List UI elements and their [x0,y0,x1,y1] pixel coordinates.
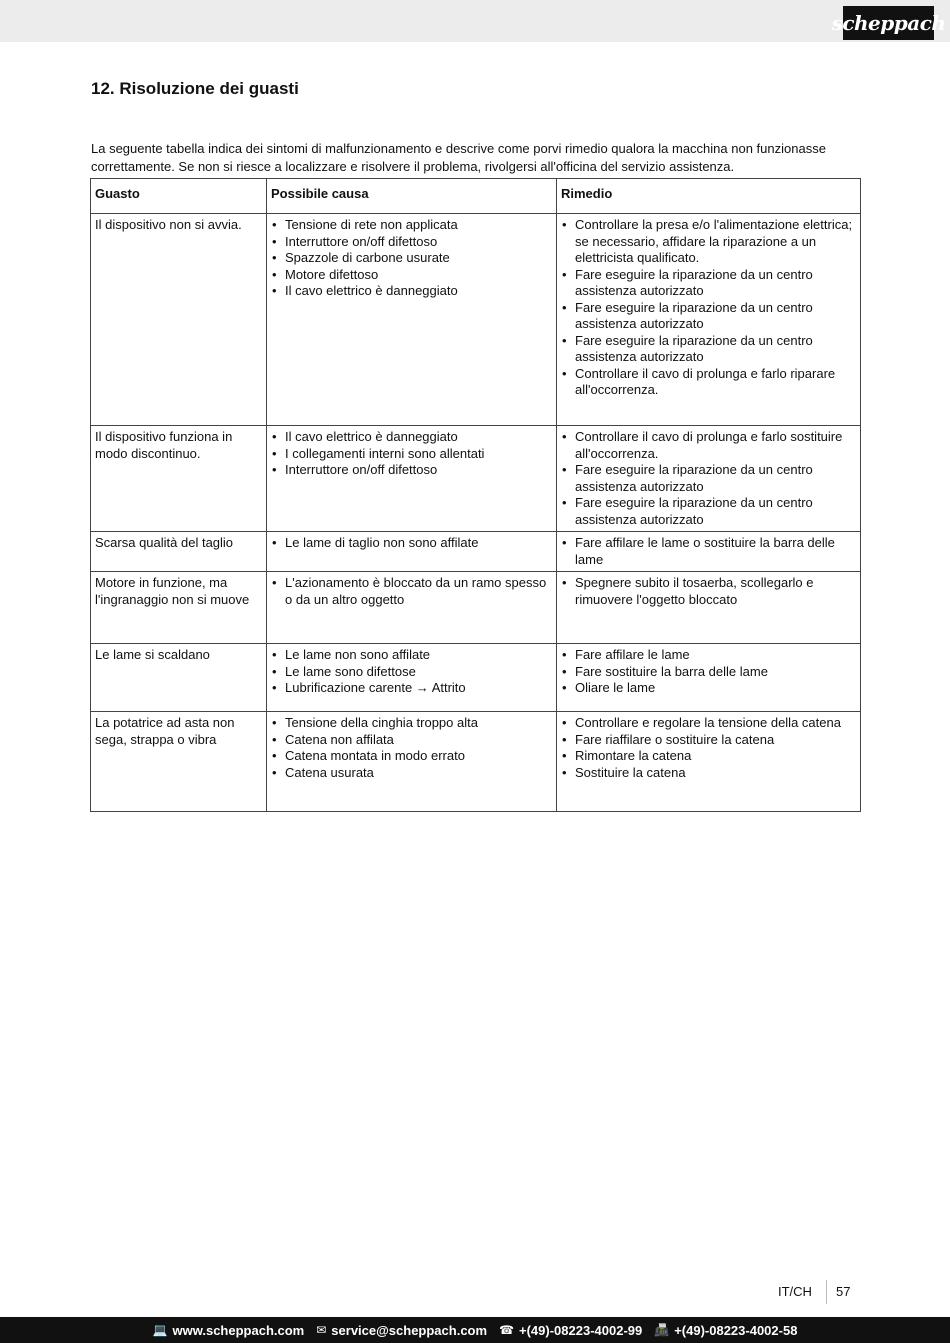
cause-item: • Spazzole di carbone usurate [271,250,552,267]
header-remedy: Rimedio [557,179,861,214]
cause-item: • Il cavo elettrico è danneggiato [271,283,552,300]
table-row [91,712,861,812]
cause-item: • Lubrificazione carente → Attrito [271,680,552,697]
cause-cell [267,712,557,812]
fax-icon: 📠 [654,1323,670,1337]
header-cause: Possibile causa [267,179,557,214]
cause-item: • I collegamenti interni sono allentati [271,446,552,463]
fault-cell: La potatrice ad asta non sega, strappa o vibra [91,712,267,812]
cause-cell [267,644,557,712]
cause-item: • Le lame sono difettose [271,664,552,681]
remedy-item: • Controllare e regolare la tensione della catena [561,715,856,732]
cause-item: • Le lame non sono affilate [271,647,552,664]
cause-item: • Motore difettoso [271,267,552,284]
remedy-item: • Fare affilare le lame o sostituire la barra delle lame [561,535,856,568]
table-row [91,532,861,572]
intro-paragraph: La seguente tabella indica dei sintomi di malfunzionamento e descrive come porvi rimedio qualora la macchina non funzionasse correttamente. Se non si riesce a localizzare e risolvere il problema, rivolgersi all'officina del servizio assistenza. [91,141,826,174]
website-text: www.scheppach.com [172,1322,305,1338]
remedy-list [561,647,856,697]
remedy-item: • Controllare la presa e/o l'alimentazione elettrica; se necessario, affidare la riparazione a un elettricista qualificato. [561,217,856,267]
remedy-item: • Fare eseguire la riparazione da un centro assistenza autorizzato [561,462,856,495]
table-row [91,644,861,712]
envelope-icon: ✉ [316,1323,327,1337]
cause-list [271,217,552,300]
website-contact[interactable] [153,1323,305,1338]
page-number: 57 [836,1284,851,1299]
cause-list [271,575,552,608]
table-row [91,214,861,426]
remedy-item: • Rimontare la catena [561,748,856,765]
cause-list [271,535,552,552]
remedy-list [561,575,856,608]
fax-text: +(49)-08223-4002-58 [674,1322,798,1338]
cause-list [271,715,552,781]
cause-item: • Il cavo elettrico è danneggiato [271,429,552,446]
remedy-item: • Fare riaffilare o sostituire la catena [561,732,856,749]
remedy-item: • Fare eseguire la riparazione da un centro assistenza autorizzato [561,495,856,528]
remedy-cell [557,214,861,426]
remedy-item: • Fare eseguire la riparazione da un centro assistenza autorizzato [561,300,856,333]
troubleshooting-table [90,178,861,812]
cause-item: • Catena non affilata [271,732,552,749]
remedy-cell [557,712,861,812]
cause-item: • Catena montata in modo errato [271,748,552,765]
remedy-item: • Fare affilare le lame [561,647,856,664]
footer-divider [826,1280,827,1304]
remedy-item: • Sostituire la catena [561,765,856,782]
remedy-list [561,715,856,781]
cause-list [271,429,552,479]
remedy-cell [557,532,861,572]
remedy-list [561,429,856,528]
phone-contact[interactable] [499,1323,642,1338]
remedy-item: • Fare eseguire la riparazione da un centro assistenza autorizzato [561,333,856,366]
cause-item: • Tensione di rete non applicata [271,217,552,234]
cause-item: • L'azionamento è bloccato da un ramo spesso o da un altro oggetto [271,575,552,608]
remedy-list [561,535,856,568]
fax-contact [654,1323,797,1338]
language-code: IT/CH [778,1284,812,1299]
cause-cell [267,572,557,644]
fault-cell: Scarsa qualità del taglio [91,532,267,572]
remedy-list [561,217,856,399]
remedy-cell [557,426,861,532]
fault-cell: Il dispositivo non si avvia. [91,214,267,426]
fault-cell: Il dispositivo funziona in modo discontinuo. [91,426,267,532]
phone-icon: ☎ [499,1323,515,1337]
header-bar [0,0,950,42]
cause-list [271,647,552,697]
fault-cell: Motore in funzione, ma l'ingranaggio non si muove [91,572,267,644]
email-text: service@scheppach.com [331,1322,488,1338]
remedy-item: • Fare eseguire la riparazione da un centro assistenza autorizzato [561,267,856,300]
laptop-icon: 💻 [152,1323,168,1337]
fault-cell: Le lame si scaldano [91,644,267,712]
table-header-row [91,179,861,214]
remedy-cell [557,644,861,712]
section-title: 12. Risoluzione dei guasti [91,79,299,98]
table-row [91,572,861,644]
remedy-item: • Controllare il cavo di prolunga e farlo riparare all'occorrenza. [561,366,856,399]
header-fault: Guasto [91,179,267,214]
contact-bar [0,1317,950,1343]
cause-item: • Interruttore on/off difettoso [271,234,552,251]
cause-cell [267,532,557,572]
remedy-item: • Oliare le lame [561,680,856,697]
remedy-item: • Controllare il cavo di prolunga e farlo sostituire all'occorrenza. [561,429,856,462]
remedy-item: • Spegnere subito il tosaerba, scollegarlo e rimuovere l'oggetto bloccato [561,575,856,608]
remedy-item: • Fare sostituire la barra delle lame [561,664,856,681]
cause-cell [267,214,557,426]
cause-cell [267,426,557,532]
table-row [91,426,861,532]
cause-item: • Catena usurata [271,765,552,782]
email-contact[interactable] [316,1323,487,1338]
cause-item: • Interruttore on/off difettoso [271,462,552,479]
phone-text: +(49)-08223-4002-99 [519,1322,643,1338]
cause-item: • Tensione della cinghia troppo alta [271,715,552,732]
cause-item: • Le lame di taglio non sono affilate [271,535,552,552]
scheppach-logo: scheppach [843,6,934,40]
remedy-cell [557,572,861,644]
